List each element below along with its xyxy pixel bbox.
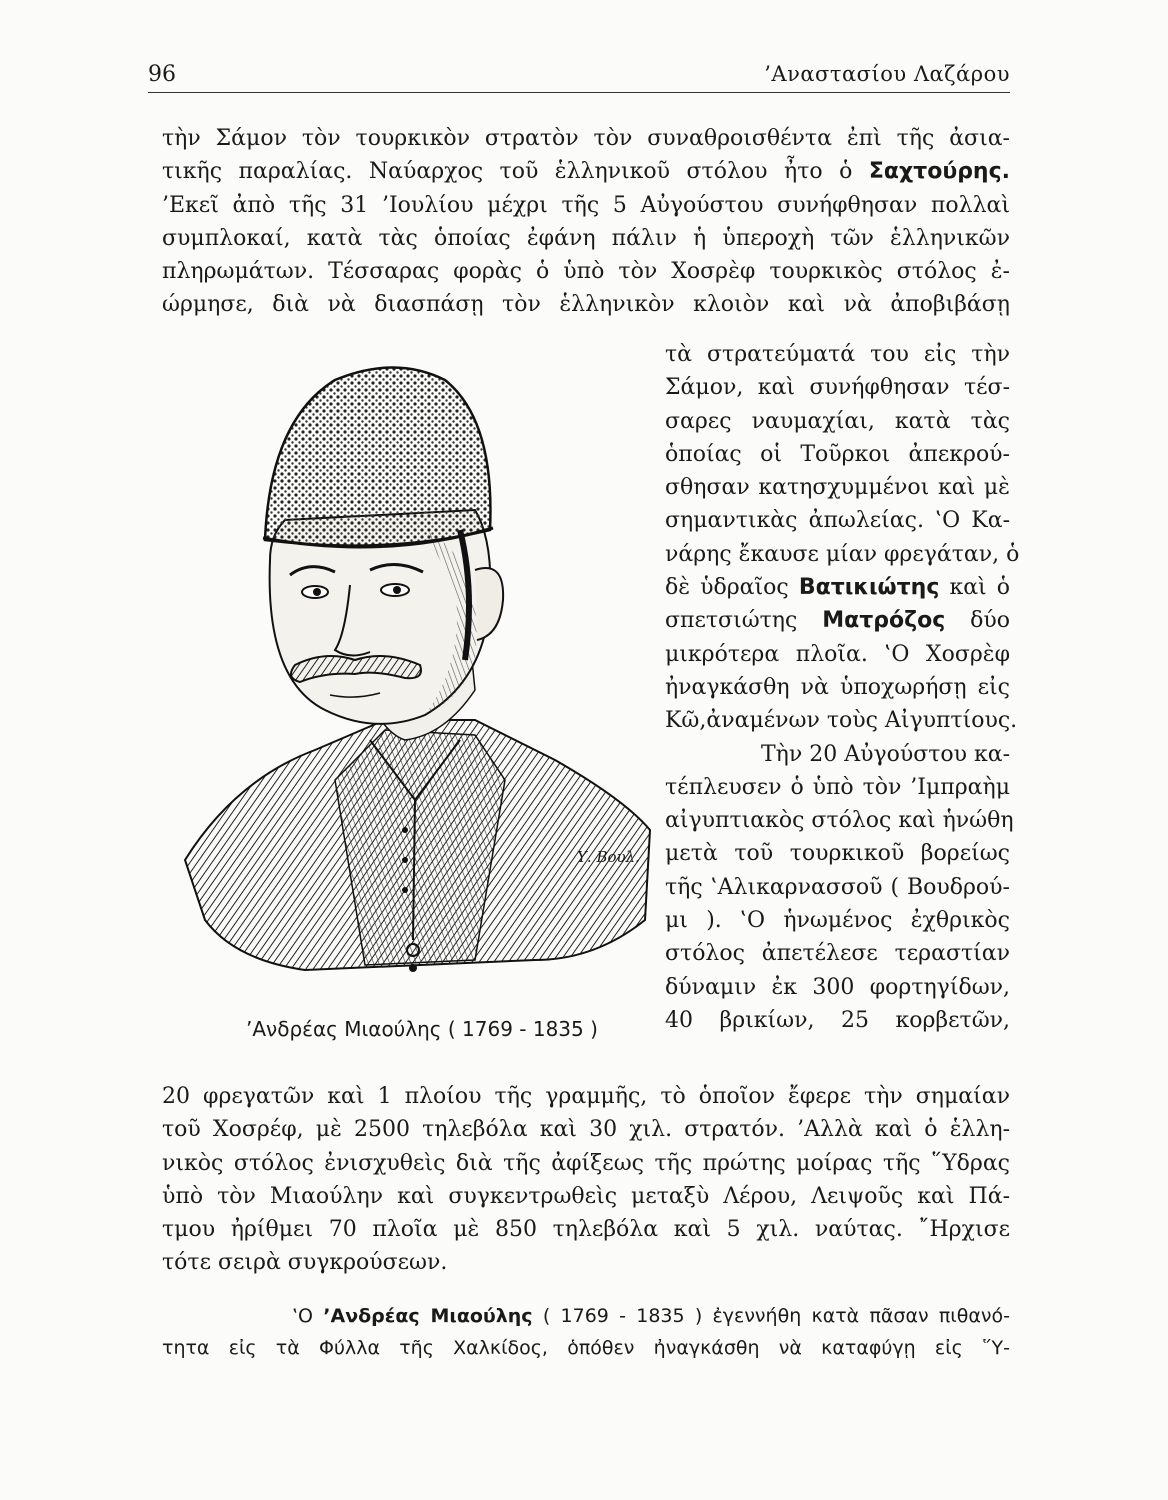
portrait-illustration [175, 360, 655, 1000]
text-line: τὴν Σάμον τὸν τουρκικὸν στρατὸν τὸν συναθροισθέντα ἐπὶ τῆς ἀσια- [162, 126, 1010, 151]
text-line: ’Εκεῖ ἀπὸ τῆς 31 ’Ιουλίου μέχρι τῆς 5 Αὐγούστου συνήφθησαν πολλαὶ [162, 192, 1010, 218]
text-line: τὰ στρατεύματά του εἰς τὴν [665, 342, 1010, 367]
artist-signature: Υ. Βουλ. [577, 848, 640, 866]
text-line: νάρης ἔκαυσε μίαν φρεγάταν, ὁ [665, 541, 1020, 567]
text-line: σημαντικὰς ἀπωλείας. ‛Ο Κα- [665, 508, 1010, 534]
portrait-engraving [175, 360, 655, 1000]
text-line: σαρες ναυμαχίαι, κατὰ τὰς [665, 408, 1010, 434]
bold-name-vatikiotis: Βατικιώτης [798, 575, 940, 601]
text-line: πληρωμάτων. Τέσσαρας φορὰς ὁ ὑπὸ τὸν Χοσρὲφ τουρκικὸς στόλος ἐ- [162, 259, 1010, 285]
text-line: σθησαν κατησχυμμένοι καὶ μὲ [665, 475, 1010, 501]
text-line: αἰγυπτιακὸς στόλος καὶ ἡνώθη [665, 808, 1014, 834]
figure-caption: ’Ανδρέας Μιαούλης ( 1769 - 1835 ) [246, 1017, 598, 1041]
text-line: τέπλευσεν ὁ ὑπὸ τὸν ’Ιμπραὴμ [665, 774, 1010, 800]
text-line: μι ). ‛Ο ἡνωμένος ἐχθρικὸς [665, 908, 1010, 934]
text-line: μετὰ τοῦ τουρκικοῦ βορείως [665, 841, 1010, 867]
text-line: συμπλοκαί, κατὰ τὰς ὁποίας ἐφάνη πάλιν ἡ ὑπεροχὴ τῶν ἑλληνικῶν [162, 225, 1010, 251]
text-line: τῆς ‛Αλικαρνασσοῦ ( Βουδρού- [665, 874, 1010, 900]
page-number: 96 [148, 62, 176, 87]
body-paragraph-bottom [162, 1080, 1010, 1280]
text-line: σπετσιώτης Ματρόζος δύο [665, 608, 1010, 634]
text-line: νικὸς στόλος ἐνισχυθεὶς διὰ τῆς ἀφίξεως τῆς πρώτης μοίρας τῆς ῞Υδρας [162, 1150, 1010, 1176]
text-line: Τὴν 20 Αὐγούστου κα- [761, 741, 1011, 767]
text-line: Κῶ,ἀναμένων τοὺς Αἰγυπτίους. [665, 708, 1018, 734]
text-line: 20 φρεγατῶν καὶ 1 πλοίου τῆς γραμμῆς, τὸ ὁποῖον ἔφερε τὴν σημαίαν [162, 1084, 1010, 1109]
bold-name-matrozos: Ματρόζος [822, 608, 946, 634]
page-header [148, 62, 1010, 93]
text-line: ἠναγκάσθη νὰ ὑποχωρήσῃ εἰς [665, 674, 1010, 700]
footnote-line: τητα εἰς τὰ Φύλλα τῆς Χαλκίδος, ὁπόθεν ἠναγκάσθη νὰ καταφύγῃ εἰς ῞Υ- [162, 1337, 1010, 1359]
footnote [162, 1300, 1010, 1364]
bold-name-sachtouris: Σαχτούρης. [868, 159, 1010, 185]
text-line: τότε σειρὰ συγκρούσεων. [162, 1250, 448, 1276]
body-paragraph-top [162, 122, 1010, 322]
text-line: τοῦ Χοσρέφ, μὲ 2500 τηλεβόλα καὶ 30 χιλ. στρατόν. ’Αλλὰ καὶ ὁ ἑλλη- [162, 1117, 1010, 1143]
text-line: δὲ ὑδραῖος Βατικιώτης καὶ ὁ [665, 575, 1010, 601]
text-line: μικρότερα πλοῖα. ‛Ο Χοσρὲφ [665, 641, 1010, 667]
text-line: Σάμον, καὶ συνήφθησαν τέσ- [665, 375, 1010, 401]
text-line: δύναμιν ἐκ 300 φορτηγίδων, [665, 974, 1010, 1000]
text-line: 40 βρικίων, 25 κορβετῶν, [665, 1007, 1010, 1033]
body-paragraph-right-column [665, 338, 1020, 1037]
text-line: ὁποίας οἱ Τοῦρκοι ἀπεκρού- [665, 441, 1010, 467]
footnote-line: ‛Ο ’Ανδρέας Μιαούλης ( 1769 - 1835 ) ἐγεννήθη κατὰ πᾶσαν πιθανό- [292, 1305, 1010, 1327]
running-head: ’Αναστασίου Λαζάρου [764, 62, 1010, 86]
footnote-bold-name: ’Ανδρέας Μιαούλης [323, 1305, 533, 1327]
text-line: ώρμησε, διὰ νὰ διασπάσῃ τὸν ἑλληνικὸν κλοιὸν καὶ νὰ ἀποβιβάσῃ [162, 292, 1010, 318]
text-line: ὑπὸ τὸν Μιαούλην καὶ συγκεντρωθεὶς μεταξὺ Λέρου, Λειψοῦς καὶ Πά- [162, 1183, 1010, 1209]
text-line: τμου ἠρίθμει 70 πλοῖα μὲ 850 τηλεβόλα καὶ 5 χιλ. ναύτας. ῎Ηρχισε [162, 1217, 1010, 1243]
text-line: τικῆς παραλίας. Ναύαρχος τοῦ ἑλληνικοῦ στόλου ἦτο ὁ Σαχτούρης. [162, 159, 1010, 185]
text-line: στόλος ἀπετέλεσε τεραστίαν [665, 941, 1010, 967]
